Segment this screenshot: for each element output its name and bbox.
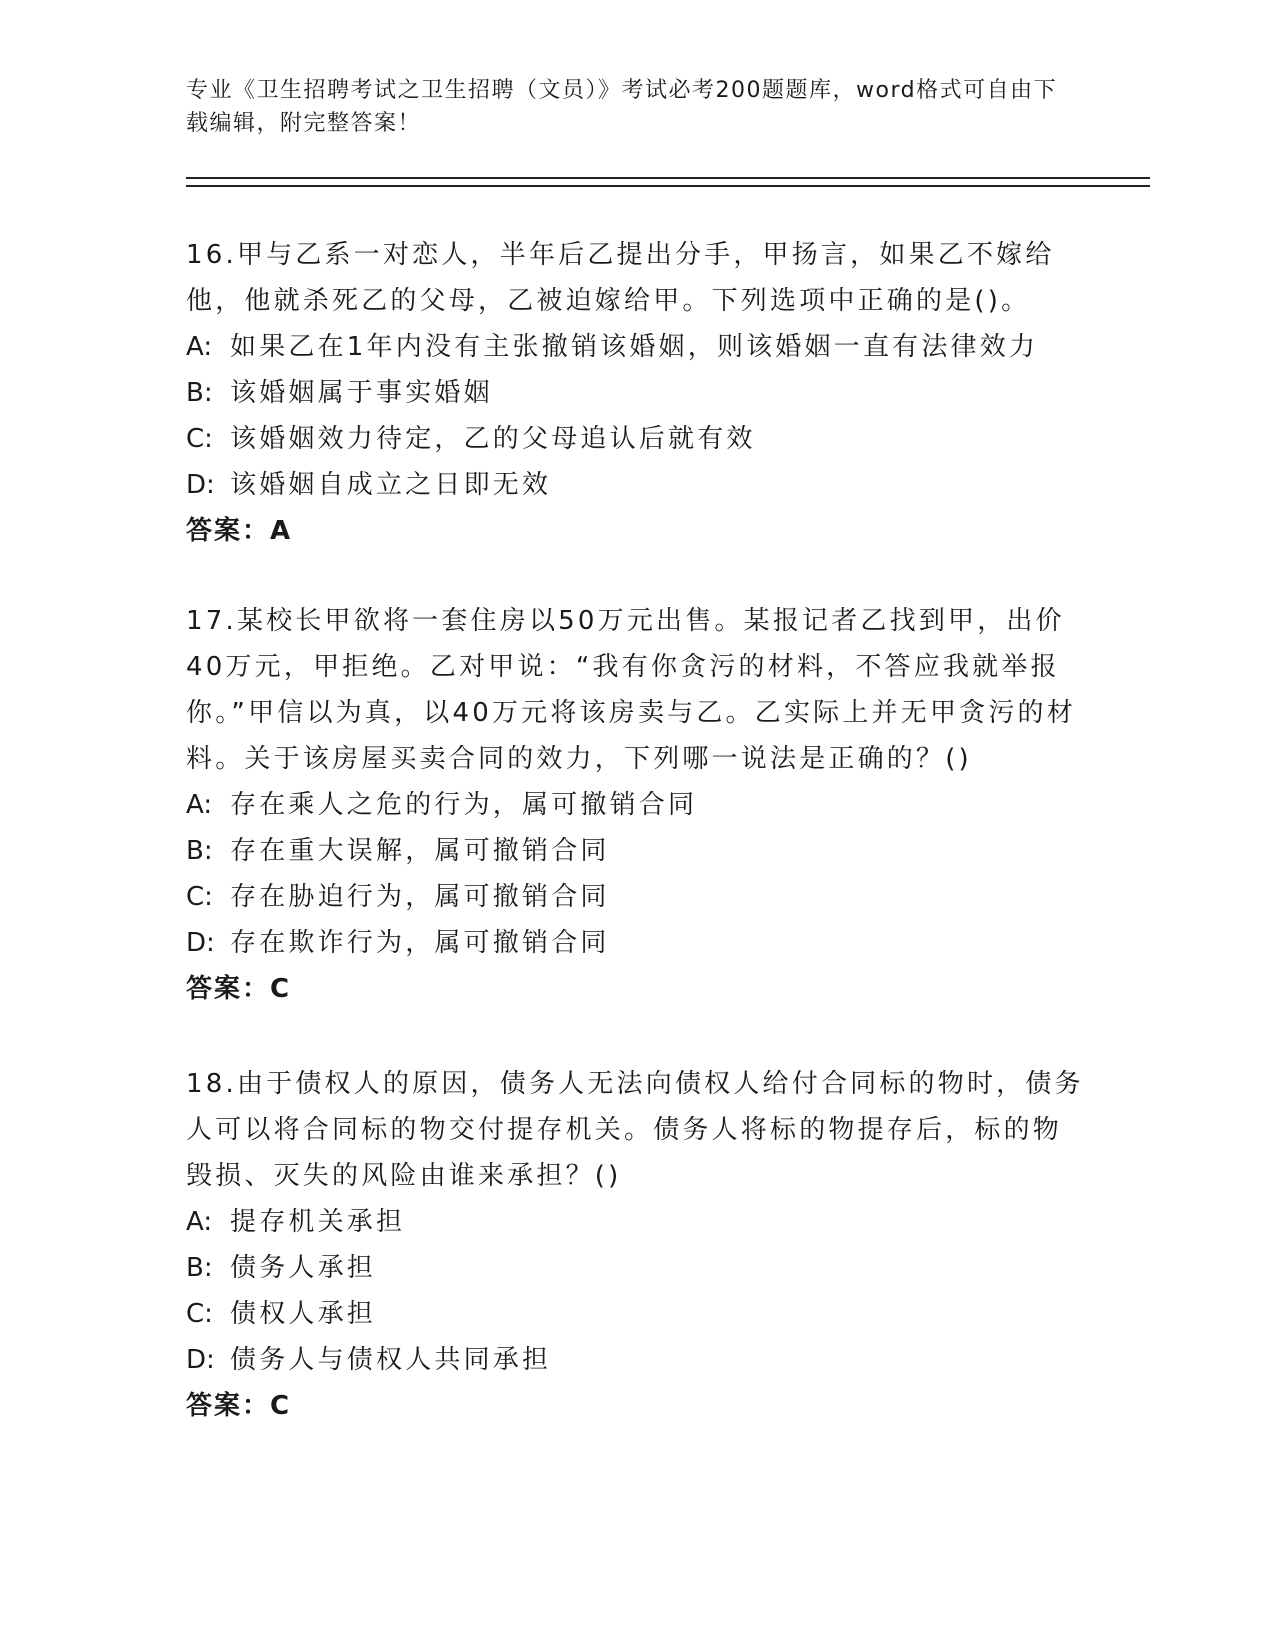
option-text: 提存机关承担 bbox=[230, 1207, 406, 1237]
option-a bbox=[186, 1199, 1086, 1245]
question-18 bbox=[186, 1061, 1086, 1429]
option-text: 债权人承担 bbox=[230, 1299, 377, 1329]
option-c bbox=[186, 874, 1086, 920]
header-double-rule bbox=[186, 177, 1150, 187]
option-letter: D: bbox=[186, 470, 215, 500]
option-c bbox=[186, 1291, 1086, 1337]
answer-line bbox=[186, 966, 1086, 1012]
option-letter: C: bbox=[186, 882, 213, 912]
answer-label: 答案： bbox=[186, 1391, 271, 1421]
option-b bbox=[186, 828, 1086, 874]
option-text: 债务人承担 bbox=[230, 1253, 377, 1283]
option-text: 如果乙在1年内没有主张撤销该婚姻，则该婚姻一直有法律效力 bbox=[230, 332, 1039, 362]
option-letter: B: bbox=[186, 378, 213, 408]
option-text: 该婚姻效力待定，乙的父母追认后就有效 bbox=[230, 424, 756, 454]
option-c bbox=[186, 416, 1086, 462]
option-letter: A: bbox=[186, 790, 213, 820]
option-letter: D: bbox=[186, 928, 215, 958]
option-a bbox=[186, 324, 1086, 370]
answer-value: C bbox=[270, 974, 292, 1004]
option-text: 存在胁迫行为，属可撤销合同 bbox=[230, 882, 610, 912]
option-letter: D: bbox=[186, 1345, 215, 1375]
answer-value: C bbox=[270, 1391, 292, 1421]
question-stem: 17.某校长甲欲将一套住房以50万元出售。某报记者乙找到甲，出价40万元，甲拒绝。乙对甲说：“我有你贪污的材料，不答应我就举报你。”甲信以为真，以40万元将该房卖与乙。乙实际上并无甲贪污的材料。关于该房屋买卖合同的效力，下列哪一说法是正确的？() bbox=[186, 606, 1076, 774]
option-text: 该婚姻自成立之日即无效 bbox=[230, 470, 552, 500]
question-stem: 16.甲与乙系一对恋人，半年后乙提出分手，甲扬言，如果乙不嫁给他，他就杀死乙的父母，乙被迫嫁给甲。下列选项中正确的是()。 bbox=[186, 240, 1055, 316]
option-letter: B: bbox=[186, 1253, 213, 1283]
option-a bbox=[186, 782, 1086, 828]
answer-line bbox=[186, 508, 1086, 554]
option-b bbox=[186, 370, 1086, 416]
option-text: 该婚姻属于事实婚姻 bbox=[230, 378, 493, 408]
option-letter: C: bbox=[186, 424, 213, 454]
question-stem: 18.由于债权人的原因，债务人无法向债权人给付合同标的物时，债务人可以将合同标的物交付提存机关。债务人将标的物提存后，标的物毁损、灭失的风险由谁来承担？() bbox=[186, 1069, 1084, 1191]
option-text: 存在乘人之危的行为，属可撤销合同 bbox=[230, 790, 698, 820]
option-letter: A: bbox=[186, 332, 213, 362]
option-d bbox=[186, 1337, 1086, 1383]
option-text: 存在欺诈行为，属可撤销合同 bbox=[230, 928, 610, 958]
answer-value: A bbox=[270, 516, 293, 546]
question-16 bbox=[186, 232, 1086, 554]
option-text: 存在重大误解，属可撤销合同 bbox=[230, 836, 610, 866]
answer-label: 答案： bbox=[186, 974, 271, 1004]
option-letter: B: bbox=[186, 836, 213, 866]
option-b bbox=[186, 1245, 1086, 1291]
option-d bbox=[186, 920, 1086, 966]
question-17 bbox=[186, 598, 1086, 1012]
option-letter: A: bbox=[186, 1207, 213, 1237]
answer-line bbox=[186, 1383, 1086, 1429]
option-d bbox=[186, 462, 1086, 508]
option-text: 债务人与债权人共同承担 bbox=[230, 1345, 552, 1375]
document-header: 专业《卫生招聘考试之卫生招聘（文员）》考试必考200题题库，word格式可自由下载编辑，附完整答案！ bbox=[186, 78, 1058, 136]
option-letter: C: bbox=[186, 1299, 213, 1329]
answer-label: 答案： bbox=[186, 516, 271, 546]
